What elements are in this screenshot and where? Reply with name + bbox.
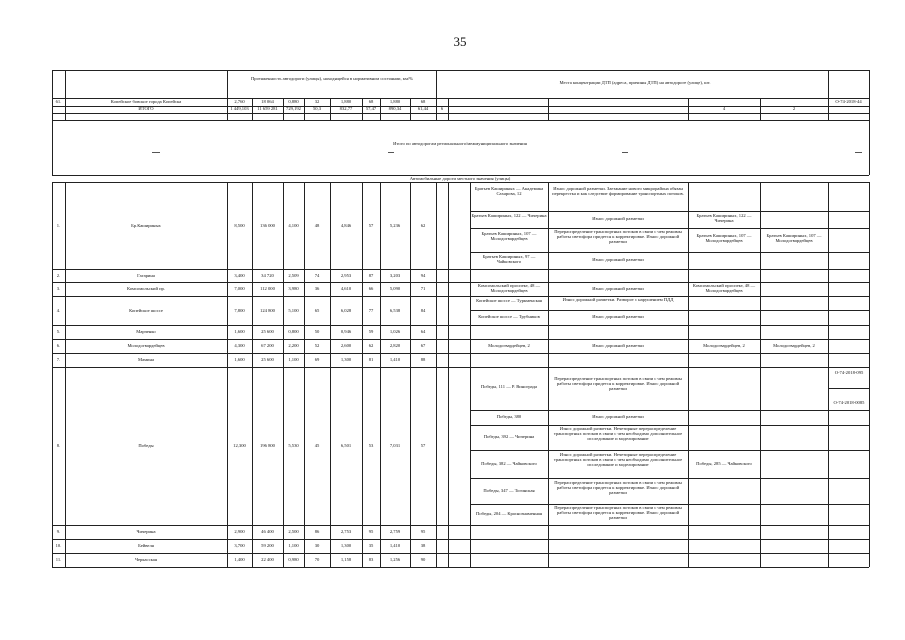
table-rule [869,70,870,120]
row-v5: 6,501 [340,443,352,448]
table-rule [548,98,549,120]
row-name: Чичерина [136,529,156,534]
dash-mark [622,152,628,153]
total-v7: 890,34 [388,106,402,111]
row-v1: 2,900 [234,529,245,534]
place-r1c-addr3: Братьев Кашириных, 107 — Молодогвардейцев [766,233,822,244]
row-v5: 4,610 [340,286,352,291]
row-v1: 7,800 [234,307,245,313]
row-v7: 1,256 [389,557,401,562]
row-v6: 62 [368,343,374,348]
row-v6: 77 [368,307,374,313]
row-v1: 4,300 [234,343,245,348]
row-num: 3. [56,286,61,291]
place-r4b-reason: Износ дорожной разметки [592,314,644,319]
row-v7: 5,236 [389,222,401,228]
row61-name: Копейское бовское города Копейска [110,99,182,104]
row-v2: 196 800 [260,443,275,448]
table-rule [52,325,869,326]
table-rule [52,269,869,270]
table-rule [52,539,869,540]
table-rule [52,182,869,183]
table-rule [470,252,869,253]
table-rule [410,182,411,567]
row-v8: 94 [420,272,426,278]
place-r1a-reason: Износ дорожной разметки. Заезжание нового микрорайона обязан перекрестка и как следствие формирование транспортных потоков. [552,186,684,197]
row-v1: 1,600 [234,329,245,334]
place-r8f-reason: Перераспределение транспортных потоков в связи с чем режимы работы светофора придется к корректировке. Износ дорожной разметки [554,505,682,521]
row-v3: 5,530 [288,443,299,448]
row-v4: 50 [314,329,320,334]
table-rule [52,567,869,568]
intensity-header: Протяженность автодороги (улицы), находящейся в нормативном состоянии, км/% [250,76,414,81]
table-rule [869,120,870,175]
total-v2: 11 659 281 [257,106,278,111]
place-r1b-reason: Износ дорожной разметки [592,216,644,221]
place-r1d-reason: Износ дорожной разметки [592,257,644,262]
row-v5: 1,300 [340,357,352,362]
row61-v3: 0,880 [288,99,299,104]
row-v4: 45 [314,443,320,448]
row-v6: 66 [368,286,374,291]
row-v8: 90 [420,557,426,562]
place-r3-addr: Комсомольский проспект, 48 — Молодогвардейцев [477,283,541,294]
total-n3: 2 [792,106,796,111]
table-rule [330,182,331,567]
table-rule [283,182,284,567]
row-v7: 6,538 [389,307,401,313]
row-v5: 2,600 [340,343,352,348]
row-v6: 53 [368,443,374,448]
row-v4: 65 [314,307,320,313]
dash-mark [388,152,394,153]
total-v5: 832,77 [339,106,353,111]
row-num: 9. [56,529,61,534]
place-r6-addr3: Молодогвардейцев, 2 [773,343,815,348]
row-v8: 62 [420,222,426,228]
row-v6: 83 [368,557,374,562]
table-rule [448,182,449,567]
place-r6-addr: Молодогвардейцев, 2 [488,343,530,348]
table-rule [52,339,869,340]
row-v2: 22 400 [261,557,274,562]
row-v4: 69 [314,357,320,362]
table-rule [52,70,869,71]
row-v7: 1,026 [389,329,401,334]
row-name: Победы [138,443,154,448]
place-r6-addr2: Молодогвардейцев, 2 [703,343,745,348]
row-v5: 6,028 [340,307,352,313]
total-n2: 4 [722,106,726,111]
row-v4: 36 [314,286,320,291]
row-v7: 5,090 [389,286,401,291]
row-v2: 67 200 [261,343,274,348]
dash-mark [152,152,160,153]
table-rule [52,367,869,368]
place-r8c-addr: Победы, 392 — Чичерина [483,434,535,439]
row-v3: 3,980 [288,286,299,291]
place-r3-reason: Износ дорожной разметки [592,286,644,291]
place-r4a-reason: Износ дорожной разметки. Разворот с нарушением ПДД [562,297,674,302]
table-rule [65,70,66,120]
place-r3-addr2: Комсомольский проспект, 48 — Молодогвардейцев [692,283,756,294]
row61-code: О-74-2018-44 [835,99,862,104]
row-v5: 1,158 [340,557,352,562]
place-r8d-reason: Износ дорожной разметки. Нечетирные перераспределение транспортных потоков в связи с чем необходимо дополнительное исследование и моделирование [553,452,683,468]
row-v3: 1,100 [288,543,299,548]
places-header: Места концентрации ДТП (адреса, причины ДТП) на автодороге (улице), шт. [559,80,711,85]
row-v2: 112 000 [260,286,275,291]
table-rule [470,450,869,451]
row-v1: 7,000 [234,286,245,291]
place-r1b-addr: Братьев Кашириных, 122 — Чичерина [471,213,547,218]
place-r8a-addr: Победы, 111 — Р. Винограда [480,384,538,389]
row-num: 5. [56,329,61,334]
place-r1c-addr2: Братьев Кашириных, 107 — Молодогвардейцев [696,233,752,244]
place-r8a-code2: О-74-2018-0085 [833,400,865,405]
table-rule [362,182,363,567]
row-v1: 3,400 [234,272,245,278]
place-r1a-addr: Братьев Кашириных — Академика Сахарова, 12 [474,186,544,197]
row-v2: 46 400 [261,529,274,534]
table-rule [52,296,869,297]
row-num: 1. [56,222,61,228]
place-r4a-addr: Копейское шоссе — Туркменская [476,298,542,303]
place-r8f-addr: Победы, 204 — Краснознаменная [476,511,542,516]
total-v8: 61,44 [417,106,429,111]
section-title: Итого по автодорогам регионального/межмуниципального значения [393,141,527,146]
row-v4: 70 [314,557,320,562]
row-v1: 1,400 [234,557,245,562]
table-rule [470,310,869,311]
row-num: 4. [56,307,61,313]
row61-v6: 68 [368,99,374,104]
row61-v1: 2,760 [234,99,245,104]
place-r8c-reason: Износ дорожной разметки. Нечетирные перераспределение транспортных потоков в связи с чем необходимо дополнительное исследование и моделирование [553,426,683,442]
row-v7: 2,820 [389,343,401,348]
row61-v2: 18 064 [261,99,274,104]
table-rule [869,182,870,567]
row-v2: 34 720 [261,272,274,278]
row-v5: 0,946 [340,329,352,334]
row-v3: 0,980 [288,557,299,562]
table-rule [436,182,437,567]
total-v6: 57,47 [365,106,377,111]
subsection-title: Автомобильные дороги местного значения (улицы) [409,176,511,181]
row-name: Молодогвардейцев [127,343,165,348]
place-r8b-addr: Победы, 380 [496,414,522,419]
table-rule [65,182,66,567]
row-name: Марченко [136,329,156,334]
row-v4: 48 [314,222,320,228]
place-r1b-addr2: Братьев Кашириных, 122 — Чичерина [696,213,752,224]
row-v3: 4,100 [288,222,299,228]
row-name: Копейское шоссе [129,307,163,313]
row-name: Мамина [138,357,154,362]
row-num: 8. [56,443,61,448]
row-v2: 25 600 [261,357,274,362]
row-v8: 67 [420,343,426,348]
row-v8: 84 [420,307,426,313]
row-num: 7. [56,357,61,362]
row-v1: 1,600 [234,357,245,362]
row-v7: 3,203 [389,272,401,278]
row-v4: 86 [314,529,320,534]
row-num: 6. [56,343,61,348]
row-v3: 2,509 [288,272,299,278]
row-v2: 136 000 [260,222,275,228]
table-rule [436,70,437,120]
row-num: 2. [56,272,61,278]
table-rule [828,388,869,389]
row-v5: 4,846 [340,222,352,228]
row61-v5: 1,880 [340,99,352,104]
place-r8d-addr2: Победы, 285 — Чайковского [696,461,752,466]
row-v8: 38 [420,543,426,548]
row-v8: 95 [420,529,426,534]
row-v3: 2,200 [288,343,299,348]
row-v3: 1,100 [288,357,299,362]
table-rule [470,410,869,411]
total-n1: 6 [440,106,444,111]
row-v1: 3,700 [234,543,245,548]
table-rule [52,353,869,354]
row-v3: 2,500 [288,529,299,534]
table-rule [470,478,869,479]
row-v7: 1,410 [389,543,401,548]
row-v6: 87 [368,272,374,278]
row-v6: 59 [368,329,374,334]
place-r8b-reason: Износ дорожной разметки [592,414,644,419]
row-v8: 64 [420,329,426,334]
row-v6: 81 [368,357,374,362]
table-rule [448,98,449,120]
row-name: Бейвеля [138,543,154,548]
table-rule [380,182,381,567]
table-rule [304,182,305,567]
table-rule [470,211,869,212]
row-v6: 35 [368,543,374,548]
table-rule [52,120,869,121]
row-num: 11. [55,557,62,562]
row-name: Комсомольский пр. [127,286,165,291]
table-rule [52,120,53,175]
row61-v8: 68 [420,99,426,104]
place-r1d-addr: Братьев Кашириных, 97 — Чайковского [482,254,536,265]
row-v4: 74 [314,272,320,278]
row-name: Черкасская [135,557,157,562]
row-v2: 25 600 [261,329,274,334]
place-r1c-reason: Перераспределение транспортных потоков в связи с чем режимы работы светофора придется к корректировке. Износ дорожной разметки [554,229,682,245]
row-name: Гагарина [137,272,155,278]
row-v3: 5,100 [288,307,299,313]
row-v1: 8,500 [234,222,245,228]
total-label: ИТОГО [138,106,154,111]
total-v4: 50,3 [312,106,322,111]
row-v6: 57 [368,222,374,228]
row61-v4: 32 [314,99,320,104]
row61-num: 61. [55,99,62,104]
row-v2: 124 800 [260,307,275,313]
row-name: Бр.Кашириных [131,222,161,228]
row61-v7: 1,880 [389,99,401,104]
place-r8d-addr: Победы, 382 — Чайковского [481,461,537,466]
table-rule [52,70,53,120]
row-num: 10. [55,543,62,548]
table-rule [227,70,228,120]
place-r8e-reason: Перераспределение транспортных потоков в связи с чем режимы работы светофора придется к корректировке. Износ дорожной разметки [554,480,682,496]
row-v1: 12,300 [233,443,246,448]
place-r8a-reason: Перераспределение транспортных потоков в связи с чем режимы работы светофора придется к корректировке. Износ дорожной разметки [554,376,682,392]
row-v7: 7,031 [389,443,401,448]
table-rule [52,553,869,554]
row-v2: 59 200 [261,543,274,548]
page-number: 35 [453,34,467,49]
table-rule [52,113,869,114]
total-v1: 1 449,103 [230,106,249,111]
place-r6-reason: Износ дорожной разметки [592,343,644,348]
table-rule [227,182,228,567]
place-r1c-addr: Братьев Кашириных, 107 — Молодогвардейцев [481,231,537,242]
table-rule [52,525,869,526]
place-r8a-code1: О-74-2018-095 [834,370,864,375]
row-v4: 30 [314,543,320,548]
total-v3: 729,192 [286,106,301,111]
row-v5: 2,753 [340,529,352,534]
row-v6: 95 [368,529,374,534]
place-r4b-addr: Копейское шоссе — Трубников [478,314,540,319]
row-v8: 71 [420,286,426,291]
table-rule [52,182,53,567]
row-v3: 0,800 [288,329,299,334]
row-v8: 88 [420,357,426,362]
row-v8: 57 [420,443,426,448]
row-v7: 1,410 [389,357,401,362]
row-v4: 52 [314,343,320,348]
row-v7: 2,759 [389,529,401,534]
table-rule [252,182,253,567]
row-v5: 1,300 [340,543,352,548]
row-v5: 2,953 [340,272,352,278]
dash-mark [855,152,862,153]
place-r8e-addr: Победы, 347 — Тогинская [483,488,535,493]
table-rule [828,70,829,120]
